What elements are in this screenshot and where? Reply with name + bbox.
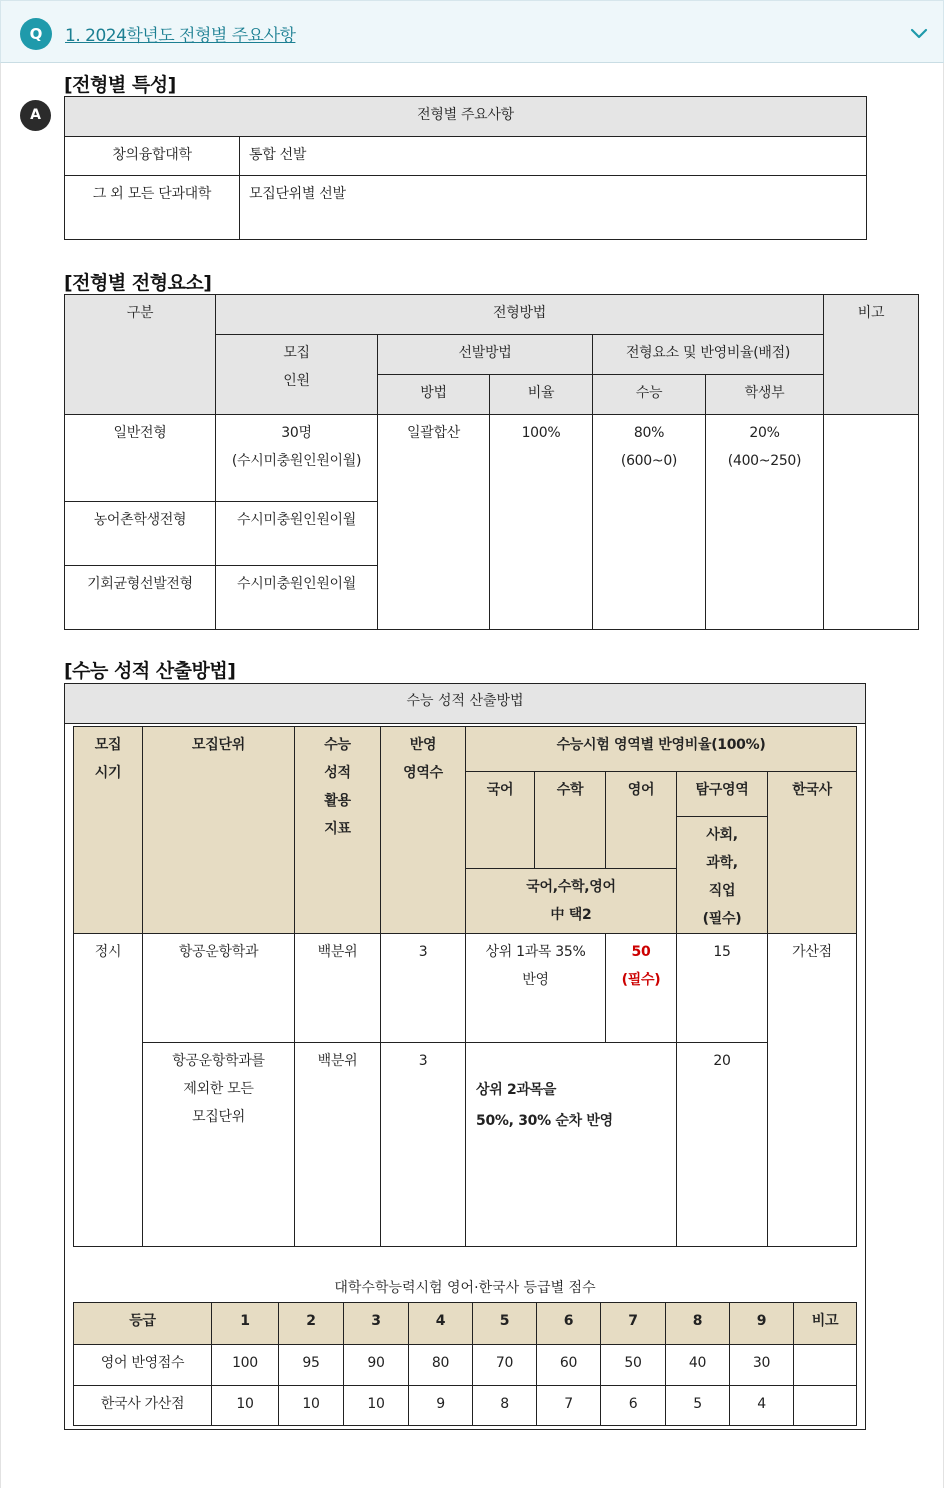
header-index-line3: 활용 <box>324 793 351 809</box>
cell-unit-line3: 모집단위 <box>192 1109 245 1125</box>
grade-cell: 90 <box>344 1345 409 1386</box>
cell-note <box>824 415 919 630</box>
grade-cell: 10 <box>212 1386 279 1426</box>
table-cell: 통합 선발 <box>240 137 867 176</box>
header-inquiry-sub-line4: (필수) <box>702 911 742 927</box>
cell-record-line1: 20% <box>749 425 780 441</box>
cell-top-two-line2: 50%, 30% 순차 반영 <box>476 1113 613 1129</box>
header-index-line1: 수능 <box>324 737 351 753</box>
table-grade-scores <box>73 1302 857 1426</box>
header-record: 학생부 <box>706 375 824 415</box>
row-type: 일반전형 <box>65 415 216 502</box>
cell-index: 백분위 <box>295 934 381 1043</box>
grade-header: 6 <box>537 1303 601 1345</box>
grade-cell: 70 <box>473 1345 537 1386</box>
row-type: 기회균형선발전형 <box>65 566 216 630</box>
cell-inquiry: 15 <box>677 934 768 1043</box>
cell-kor-math-line2: 반영 <box>522 972 549 988</box>
grade-cell: 7 <box>537 1386 601 1426</box>
grade-cell-note <box>794 1345 857 1386</box>
cell-unit <box>143 1043 295 1247</box>
cell-unit: 항공운항학과 <box>143 934 295 1043</box>
section-title-characteristics: [전형별 특성] <box>64 74 176 96</box>
cell-top-two <box>466 1043 677 1247</box>
grade-table-caption: 대학수학능력시험 영어·한국사 등급별 점수 <box>334 1280 596 1296</box>
cell-csat-line1: 80% <box>633 425 665 441</box>
cell-csat-line2: (600~0) <box>620 453 678 469</box>
header-history: 한국사 <box>768 772 857 934</box>
header-select: 선발방법 <box>378 335 593 375</box>
cell-kor-math <box>466 934 606 1043</box>
header-index <box>295 727 381 934</box>
cell-history: 가산점 <box>768 934 857 1247</box>
grade-cell: 60 <box>537 1345 601 1386</box>
table-admission-elements <box>64 294 919 630</box>
header-count-line1: 반영 <box>409 737 437 753</box>
cell-unit-line2: 제외한 모든 <box>183 1081 254 1097</box>
row-count-line2: (수시미충원인원이월) <box>231 453 362 469</box>
header-choose-line1: 국어,수학,영어 <box>526 879 616 895</box>
chevron-down-icon[interactable] <box>909 23 929 43</box>
cell-csat <box>593 415 706 630</box>
cell-count: 3 <box>381 934 466 1043</box>
header-inquiry-sub <box>677 817 768 934</box>
header-count <box>381 727 466 934</box>
grade-header: 5 <box>473 1303 537 1345</box>
header-unit: 모집단위 <box>143 727 295 934</box>
header-inquiry-sub-line1: 사회, <box>706 827 738 843</box>
header-choose-line2: 中 택2 <box>550 907 592 923</box>
grade-cell: 10 <box>344 1386 409 1426</box>
question-badge: Q <box>20 18 52 50</box>
grade-cell: 10 <box>279 1386 344 1426</box>
cell-ratio: 100% <box>490 415 593 630</box>
header-math: 수학 <box>535 772 606 869</box>
grade-cell: 95 <box>279 1345 344 1386</box>
table-cell: 그 외 모든 단과대학 <box>65 176 240 240</box>
row-count-line1: 30명 <box>281 425 312 441</box>
grade-header: 1 <box>212 1303 279 1345</box>
header-csat: 수능 <box>593 375 706 415</box>
question-title-link[interactable]: 1. 2024학년도 전형별 주요사항 <box>65 26 296 46</box>
cell-period: 정시 <box>74 934 143 1247</box>
header-inquiry-sub-line2: 과학, <box>706 855 738 871</box>
table-admission-characteristics <box>64 96 867 240</box>
header-ratio: 비율 <box>490 375 593 415</box>
header-count-line2: 영역수 <box>403 765 443 781</box>
grade-cell: 6 <box>601 1386 666 1426</box>
header-index-line2: 성적 <box>324 765 351 781</box>
grade-cell-note <box>794 1386 857 1426</box>
grade-cell: 30 <box>730 1345 794 1386</box>
grade-cell: 100 <box>212 1345 279 1386</box>
table-header: 전형별 주요사항 <box>65 97 867 137</box>
header-gubun: 구분 <box>65 295 216 415</box>
grade-row-label: 영어 반영점수 <box>74 1345 212 1386</box>
row-count <box>216 415 378 502</box>
cell-english <box>606 934 677 1043</box>
row-count: 수시미충원인원이월 <box>216 566 378 630</box>
header-recruit-line2: 인원 <box>283 373 310 389</box>
grade-cell: 4 <box>730 1386 794 1426</box>
header-index-line4: 지표 <box>324 821 351 837</box>
cell-top-two-line1: 상위 2과목을 <box>476 1082 557 1098</box>
header-recruit <box>216 335 378 415</box>
grade-cell: 9 <box>409 1386 473 1426</box>
header-note: 비고 <box>824 295 919 415</box>
answer-badge: A <box>20 100 51 131</box>
header-period-line2: 시기 <box>94 765 122 781</box>
header-ratio: 수능시험 영역별 반영비율(100%) <box>466 727 857 772</box>
header-period <box>74 727 143 934</box>
header-korean: 국어 <box>466 772 535 869</box>
header-inquiry-sub-line3: 직업 <box>708 883 736 899</box>
csat-outer-title: 수능 성적 산출방법 <box>65 684 865 724</box>
cell-record <box>706 415 824 630</box>
grade-header: 비고 <box>794 1303 857 1345</box>
cell-way: 일괄합산 <box>378 415 490 630</box>
grade-cell: 8 <box>473 1386 537 1426</box>
grade-header: 8 <box>666 1303 730 1345</box>
table-csat-method <box>73 726 857 1247</box>
cell-count: 3 <box>381 1043 466 1247</box>
cell-record-line2: (400~250) <box>727 453 802 469</box>
question-header[interactable] <box>0 0 944 63</box>
header-choose <box>466 869 677 934</box>
header-english: 영어 <box>606 772 677 869</box>
cell-english-line1: 50 <box>631 944 651 960</box>
grade-cell: 40 <box>666 1345 730 1386</box>
table-cell: 창의융합대학 <box>65 137 240 176</box>
grade-header: 2 <box>279 1303 344 1345</box>
grade-header: 4 <box>409 1303 473 1345</box>
cell-english-line2: (필수) <box>621 972 661 988</box>
header-inquiry: 탐구영역 <box>677 772 768 817</box>
grade-header: 9 <box>730 1303 794 1345</box>
grade-cell: 80 <box>409 1345 473 1386</box>
header-method: 전형방법 <box>216 295 824 335</box>
cell-unit-line1: 항공운항학과를 <box>172 1053 265 1069</box>
grade-cell: 5 <box>666 1386 730 1426</box>
header-way: 방법 <box>378 375 490 415</box>
header-period-line1: 모집 <box>94 737 122 753</box>
row-type: 농어촌학생전형 <box>65 502 216 566</box>
grade-header: 7 <box>601 1303 666 1345</box>
cell-index: 백분위 <box>295 1043 381 1247</box>
grade-cell: 50 <box>601 1345 666 1386</box>
header-recruit-line1: 모집 <box>283 345 310 361</box>
header-elements: 전형요소 및 반영비율(배점) <box>593 335 824 375</box>
grade-header: 등급 <box>74 1303 212 1345</box>
grade-header: 3 <box>344 1303 409 1345</box>
section-title-csat: [수능 성적 산출방법] <box>64 660 236 682</box>
section-title-elements: [전형별 전형요소] <box>64 272 212 294</box>
table-cell: 모집단위별 선발 <box>240 176 867 240</box>
row-count: 수시미충원인원이월 <box>216 502 378 566</box>
cell-inquiry: 20 <box>677 1043 768 1247</box>
grade-row-label: 한국사 가산점 <box>74 1386 212 1426</box>
cell-kor-math-line1: 상위 1과목 35% <box>485 944 586 960</box>
